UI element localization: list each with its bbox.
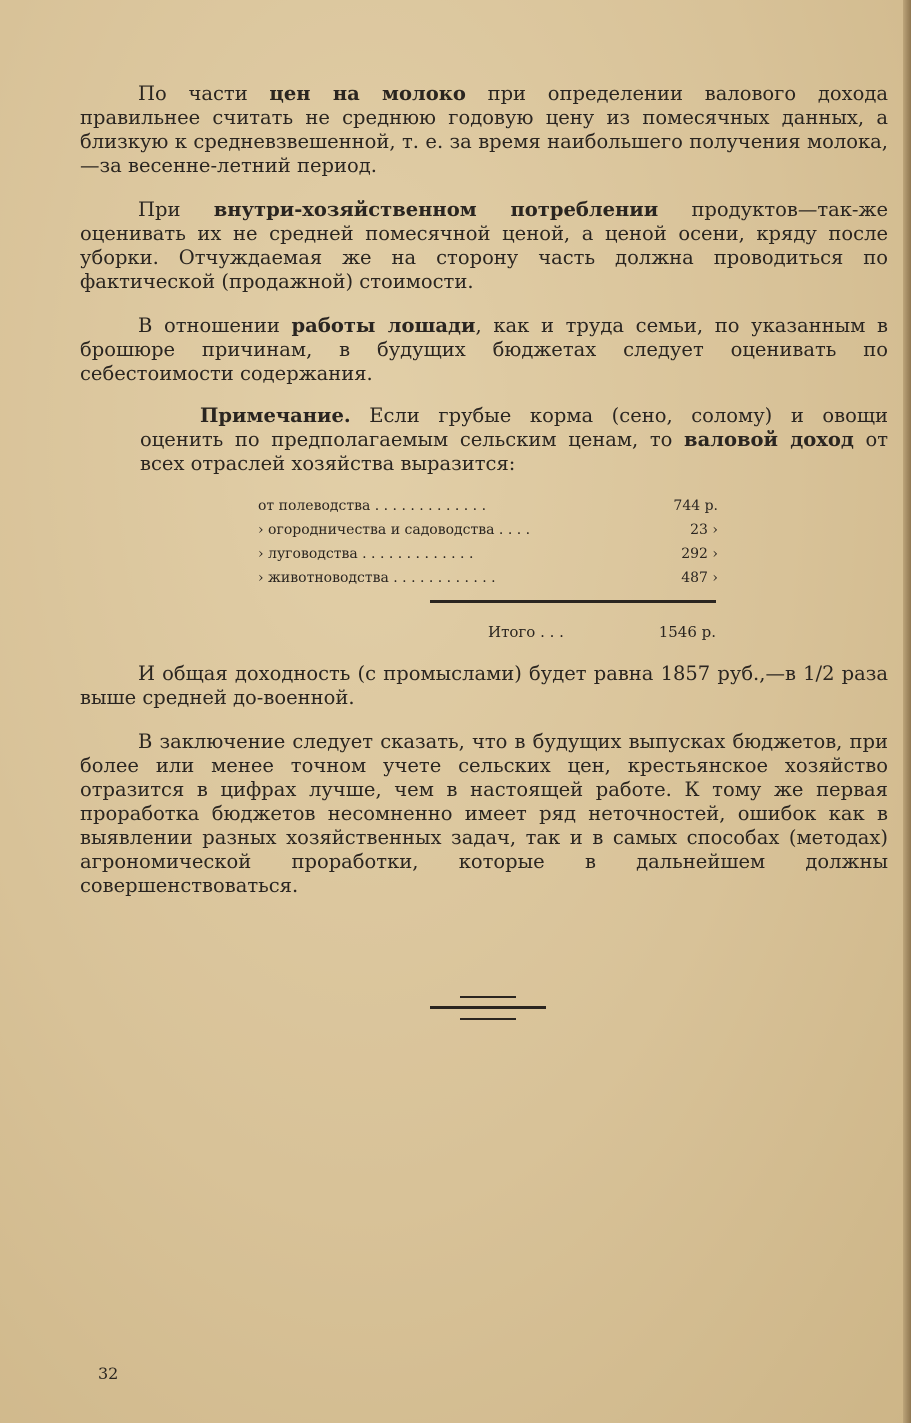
total-line bbox=[488, 620, 716, 644]
note-label: Примечание. bbox=[200, 404, 351, 427]
table-row bbox=[258, 542, 718, 566]
row-label: › огородничества и садоводства . . . . bbox=[258, 522, 531, 538]
text-run: В отношении bbox=[138, 314, 292, 337]
paragraph-conclusion: В заключение следует сказать, что в будущих выпусках бюджетов, при более или менее точном учете сельских цен, крестьянское хозяйство отразится в цифрах лучше, чем в настоящей работе. К тому же первая проработка бюджетов несомненно имеет ряд неточностей, ошибок как в выявлении разных хозяйственных задач, так и в самых способах (методах) агрономической проработки, которые в дальнейшем должны совершенствоваться. bbox=[80, 730, 888, 897]
paragraph-total-income bbox=[80, 662, 888, 710]
text-run-bold: валовой доход bbox=[684, 428, 854, 451]
row-value: 23 › bbox=[690, 522, 718, 538]
row-label: › луговодства . . . . . . . . . . . . . bbox=[258, 546, 474, 562]
income-table bbox=[258, 494, 718, 590]
text-run: при определении валового дохода правильнее считать не среднюю годовую цену из помесячных данных, а близкую к средневзвешенной, т. е. за время наибольшего получения молока,—за весенне-летний период. bbox=[80, 82, 888, 177]
text-run: /2 раза выше средней до-военной. bbox=[80, 662, 889, 709]
text-run: При bbox=[138, 198, 214, 221]
text-run-bold: работы лошади bbox=[291, 314, 476, 337]
row-value: 487 › bbox=[681, 570, 718, 586]
table-row bbox=[258, 494, 718, 518]
text-run: , как и труда семьи, по указанным в брошюре причинам, в будущих бюджетах следует оценивать по себестоимости содержания. bbox=[80, 314, 888, 385]
paragraph-internal-consumption bbox=[80, 198, 888, 294]
end-ornament-top bbox=[460, 996, 516, 998]
row-label: от полеводства . . . . . . . . . . . . . bbox=[258, 498, 487, 514]
total-value: 1546 р. bbox=[658, 623, 716, 641]
text-run-bold: цен на молоко bbox=[269, 82, 466, 105]
paragraph-milk-prices bbox=[80, 82, 888, 178]
text-run: продуктов—так-же оценивать их не средней помесячной ценой, а ценой осени, кряду после уборки. Отчуждаемая же на сторону часть должна проводиться по фактической (продажной) стоимости. bbox=[80, 198, 888, 293]
page-number: 32 bbox=[98, 1364, 119, 1383]
text-run-bold: внутри-хозяйственном потреблении bbox=[213, 198, 659, 221]
text-run: от всех отраслей хозяйства выразится: bbox=[140, 428, 888, 475]
table-row bbox=[258, 518, 718, 542]
total-label: Итого . . . bbox=[488, 623, 564, 641]
text-run: И общая доходность (с промыслами) будет равна 1857 руб.,—в 1 bbox=[138, 662, 816, 685]
end-ornament-middle bbox=[430, 1006, 546, 1009]
row-value: 292 › bbox=[681, 546, 718, 562]
total-rule bbox=[430, 600, 716, 603]
page-edge-shadow bbox=[903, 0, 911, 1423]
row-label: › животноводства . . . . . . . . . . . . bbox=[258, 570, 496, 586]
text-run: Если грубые корма (сено, солому) и овощи оценить по предполагаемым сельским ценам, то bbox=[140, 404, 888, 451]
table-row bbox=[258, 566, 718, 590]
paragraph-horse-work bbox=[80, 314, 888, 386]
row-value: 744 р. bbox=[673, 498, 718, 514]
end-ornament-bottom bbox=[460, 1018, 516, 1020]
text-run: По части bbox=[138, 82, 270, 105]
note-paragraph bbox=[80, 404, 888, 476]
